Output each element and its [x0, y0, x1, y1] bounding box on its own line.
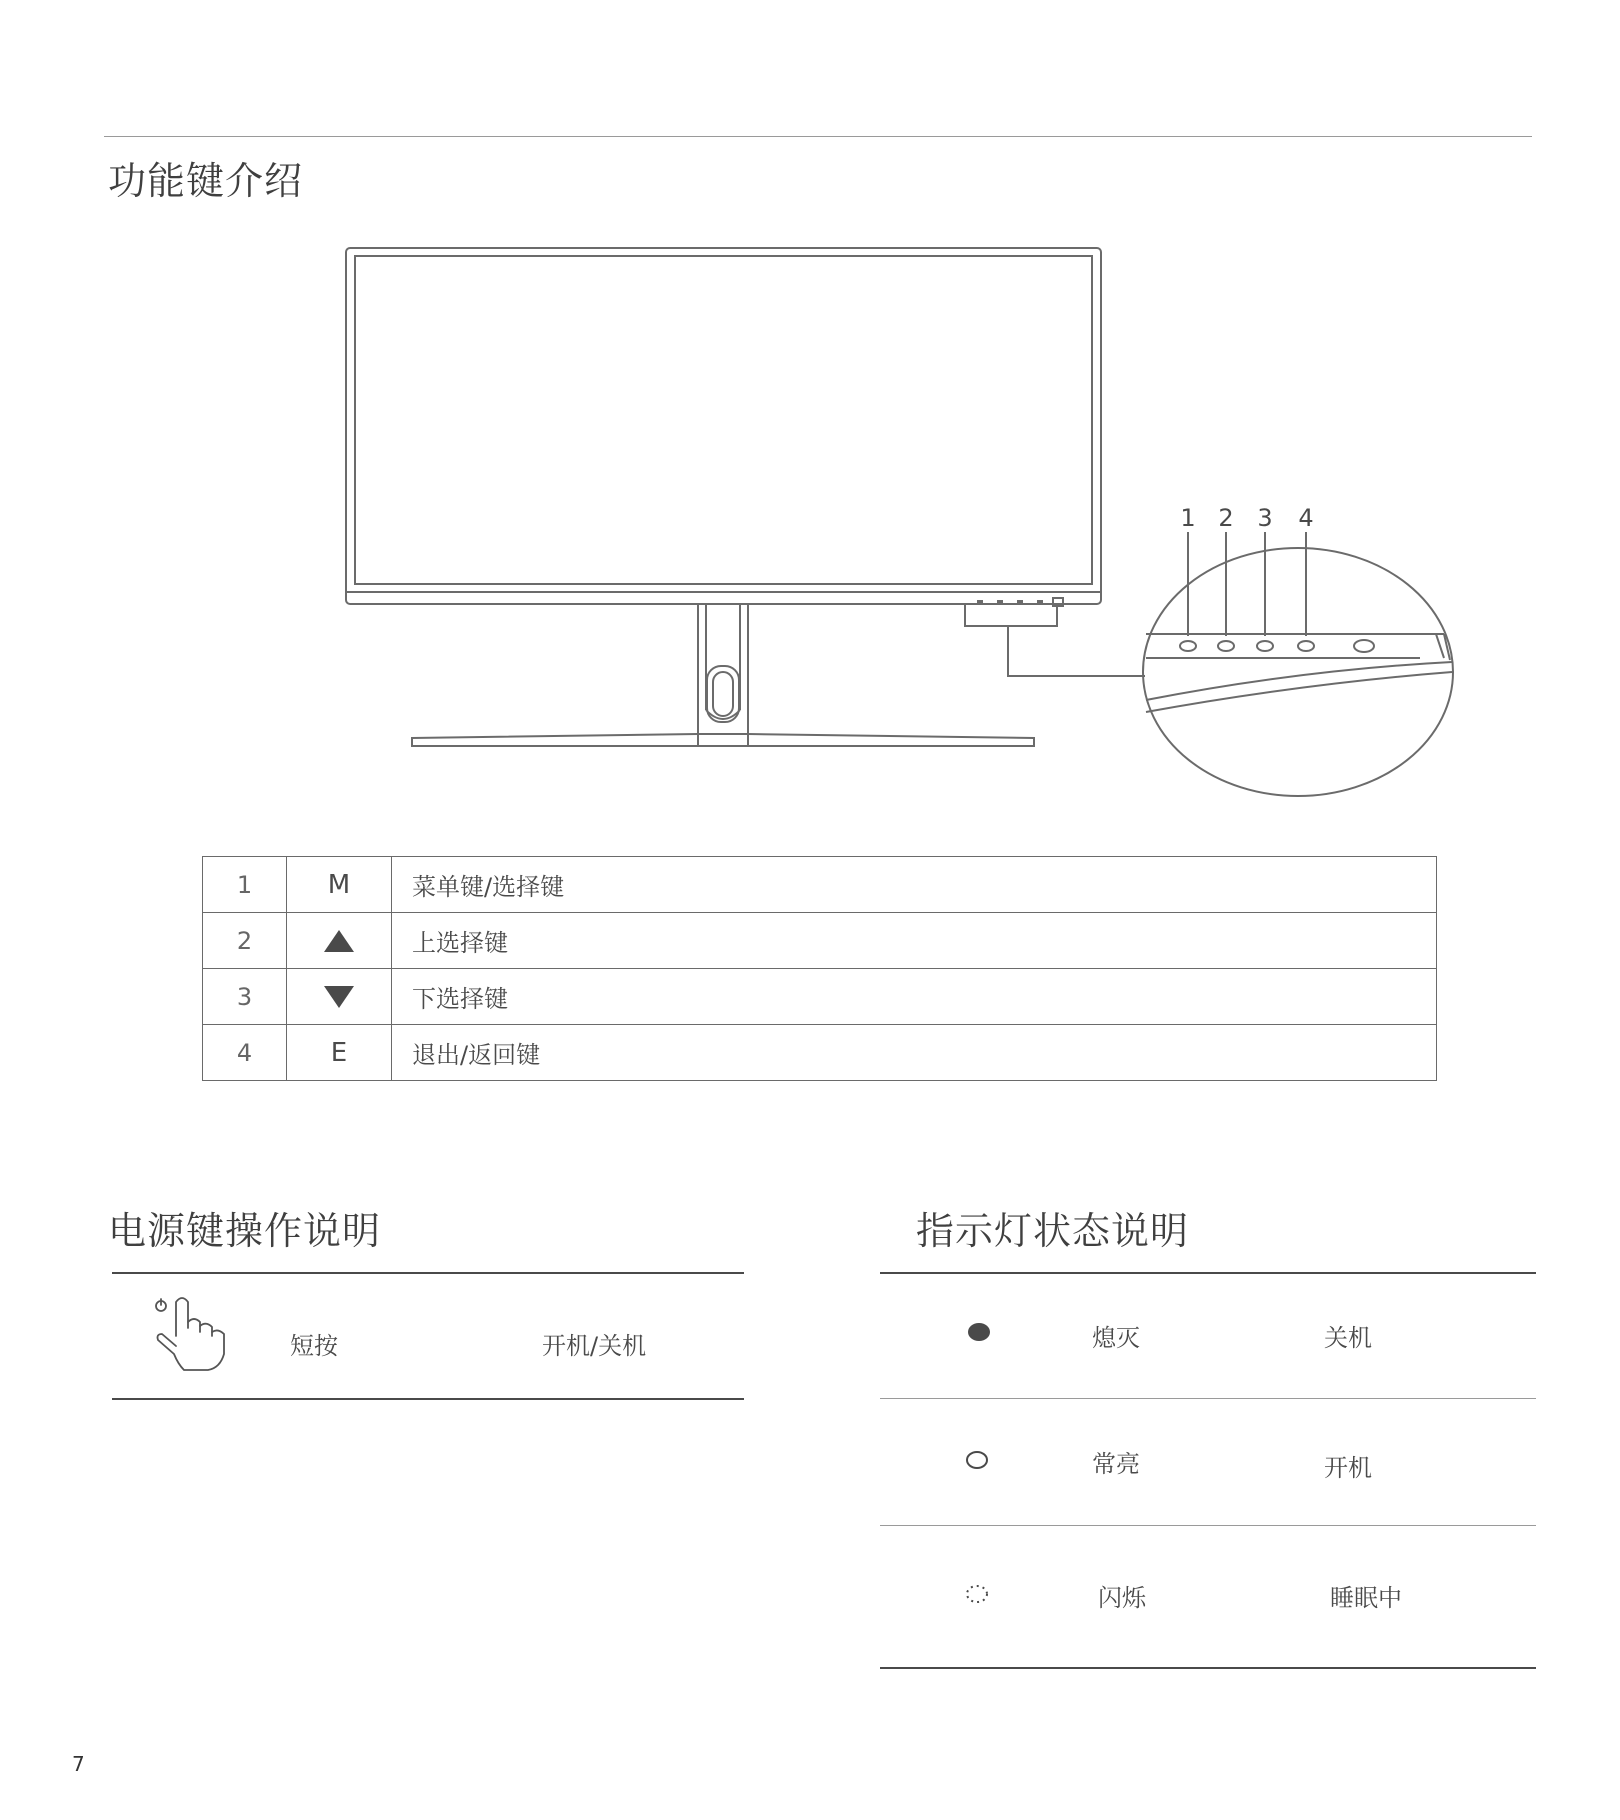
key-description: 上选择键	[392, 913, 1437, 969]
table-row	[203, 857, 1437, 913]
callout-4: 4	[1298, 504, 1314, 532]
filled-dot-icon	[964, 1320, 994, 1344]
key-description: 退出/返回键	[392, 1025, 1437, 1081]
table-row	[203, 969, 1437, 1025]
key-description: 菜单键/选择键	[392, 857, 1437, 913]
power-action: 短按	[290, 1332, 338, 1360]
table-row	[203, 1025, 1437, 1081]
section-title-function-keys: 功能键介绍	[108, 159, 304, 203]
power-table-top-rule	[112, 1272, 744, 1274]
key-description: 下选择键	[392, 969, 1437, 1025]
indicator-table-bottom-rule	[880, 1667, 1536, 1669]
key-symbol-e: E	[287, 1025, 392, 1081]
key-number: 1	[203, 857, 287, 913]
hollow-circle-icon	[962, 1448, 992, 1472]
indicator-state-off: 熄灭	[1092, 1324, 1140, 1352]
callout-1: 1	[1180, 504, 1196, 532]
power-table-bottom-rule	[112, 1398, 744, 1400]
power-result: 开机/关机	[542, 1332, 647, 1360]
finger-press-icon	[150, 1290, 230, 1374]
callout-2: 2	[1218, 504, 1234, 532]
down-triangle-icon	[324, 986, 354, 1008]
section-title-indicator: 指示灯状态说明	[916, 1209, 1190, 1253]
indicator-meaning-on: 开机	[1324, 1454, 1372, 1482]
key-symbol-m: M	[287, 857, 392, 913]
key-number: 3	[203, 969, 287, 1025]
indicator-state-blink: 闪烁	[1098, 1584, 1146, 1612]
indicator-meaning-blink: 睡眠中	[1330, 1584, 1402, 1612]
indicator-row-divider	[880, 1525, 1536, 1526]
dotted-circle-icon	[962, 1582, 992, 1606]
key-number: 4	[203, 1025, 287, 1081]
indicator-state-on: 常亮	[1092, 1450, 1140, 1478]
indicator-table-top-rule	[880, 1272, 1536, 1274]
page-number: 7	[72, 1752, 85, 1776]
callout-3: 3	[1257, 504, 1273, 532]
monitor-diagram	[0, 0, 1620, 820]
function-key-table	[202, 856, 1437, 1081]
key-number: 2	[203, 913, 287, 969]
section-title-power-key: 电源键操作说明	[108, 1209, 382, 1253]
indicator-meaning-off: 关机	[1324, 1324, 1372, 1352]
table-row	[203, 913, 1437, 969]
indicator-row-divider	[880, 1398, 1536, 1399]
up-triangle-icon	[324, 930, 354, 952]
